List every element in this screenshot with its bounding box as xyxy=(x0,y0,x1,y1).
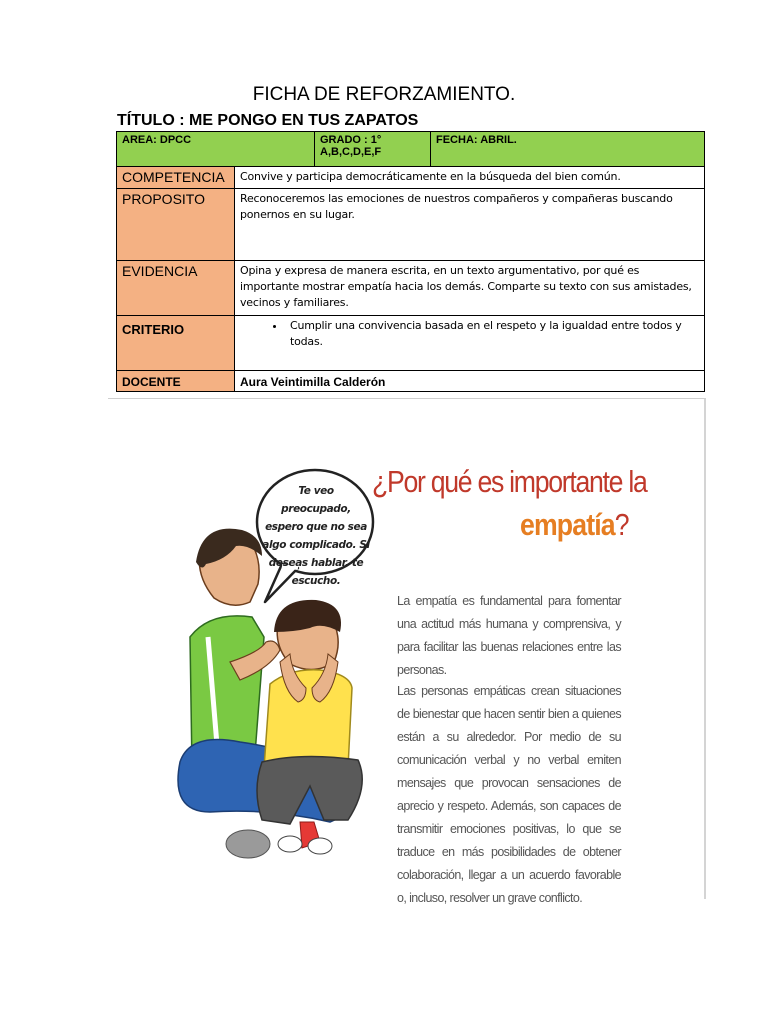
grado-cell: GRADO : 1° A,B,C,D,E,F xyxy=(315,132,431,167)
infographic-heading-word xyxy=(520,507,629,543)
document-title: FICHA DE REFORZAMIENTO. xyxy=(252,84,516,105)
fecha-cell: FECHA: ABRIL. xyxy=(431,132,705,167)
proposito-row xyxy=(117,189,705,261)
criterio-row xyxy=(117,316,705,371)
criterio-label: CRITERIO xyxy=(117,316,235,371)
infographic-paragraph-1: La empatía es fundamental para fomentar una actitud más humana y comprensiva, y para facilitar las buenas relaciones entre las personas. xyxy=(397,594,621,677)
competencia-row xyxy=(117,167,705,189)
evidencia-label: EVIDENCIA xyxy=(117,261,235,316)
infographic-heading: ¿Por qué es importante la xyxy=(372,464,647,499)
docente-row xyxy=(117,371,705,392)
evidencia-value: Opina y expresa de manera escrita, en un texto argumentativo, por qué es importante mostrar empatía hacia los demás. Comparte su texto con sus amistades, vecinos y familiares. xyxy=(235,261,705,316)
competencia-label: COMPETENCIA xyxy=(117,167,235,189)
docente-label: DOCENTE xyxy=(117,371,235,392)
infographic-paragraph-2: Las personas empáticas crean situaciones de bienestar que hacen sentir bien a quienes están a su alrededor. Por medio de su comunicación verbal y no verbal emiten mensajes que provocan sensaciones de aprecio y respeto. Además, son capaces de transmitir emociones positivas, lo que se traduce en más posibilidades de obtener colaboración, llegar a un acuerdo favorable o, incluso, resolver un grave conflicto. xyxy=(397,684,621,905)
proposito-label: PROPOSITO xyxy=(117,189,235,261)
docente-value: Aura Veintimilla Calderón xyxy=(235,371,705,392)
proposito-value: Reconoceremos las emociones de nuestros compañeros y compañeras buscando ponernos en su lugar. xyxy=(235,189,705,261)
document-subtitle: TÍTULO : ME PONGO EN TUS ZAPATOS xyxy=(117,112,419,129)
empatia-word: empatía xyxy=(520,507,615,542)
competencia-value: Convive y participa democráticamente en la búsqueda del bien común. xyxy=(235,167,705,189)
evidencia-row xyxy=(117,261,705,316)
criterio-item: • Cumplir una convivencia basada en el respeto y la igualdad entre todos y todas. xyxy=(286,318,699,350)
criterio-list xyxy=(240,318,699,350)
area-cell: AREA: DPCC xyxy=(117,132,315,167)
speech-bubble-text: Te veo preocupado, espero que no sea algo complicado. Si deseas hablar, te escucho. xyxy=(262,485,370,587)
heading-question-mark: ? xyxy=(614,507,629,542)
header-row xyxy=(117,132,705,167)
info-table xyxy=(116,131,705,392)
